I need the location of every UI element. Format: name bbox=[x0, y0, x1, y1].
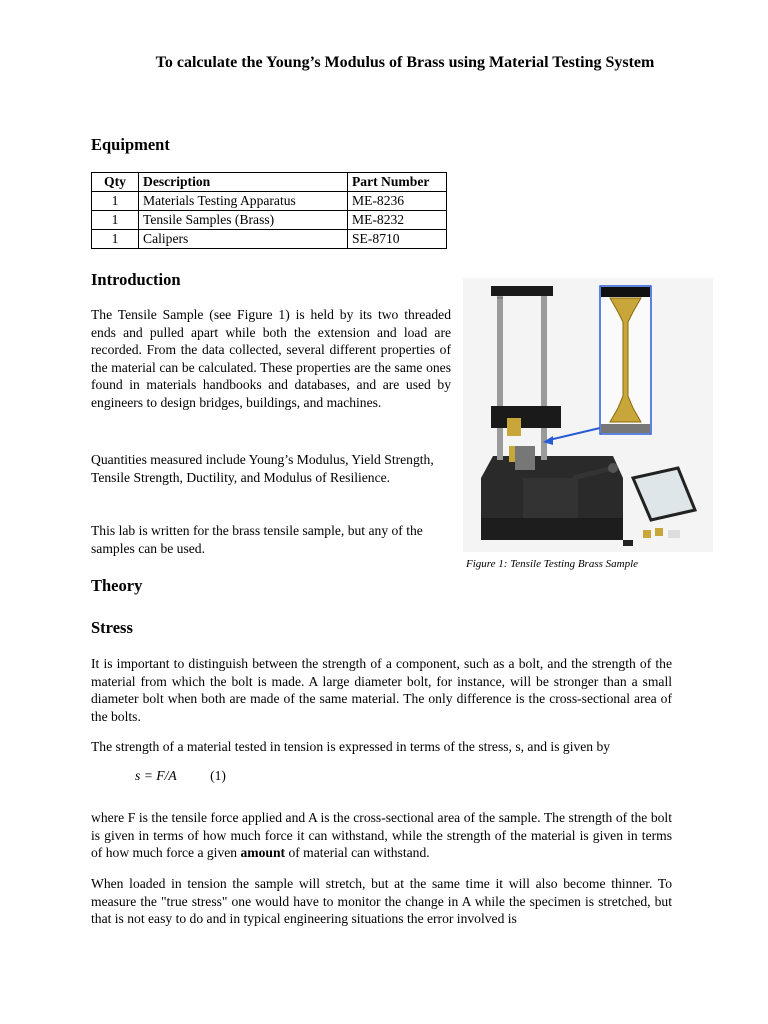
introduction-paragraph-2: Quantities measured include Young’s Modulus, Yield Strength, Tensile Strength, Ductility, and Modulus of Resilience. bbox=[91, 452, 434, 485]
tensile-testing-figure bbox=[463, 278, 713, 552]
theory-heading: Theory bbox=[91, 576, 143, 595]
figure-caption: Figure 1: Tensile Testing Brass Sample bbox=[466, 558, 639, 570]
stress-paragraph-4: When loaded in tension the sample will stretch, but at the same time it will also become thinner. To measure the "true stress" one would have to monitor the change in A while the specimen is stretched, but that is not easy to do and in typical engineering situations the error involved is bbox=[91, 876, 672, 927]
introduction-paragraph-3: This lab is written for the brass tensile sample, but any of the samples can be used. bbox=[91, 523, 423, 556]
description-cell: Calipers bbox=[139, 230, 348, 249]
equipment-table bbox=[91, 172, 447, 249]
testing-apparatus-illustration bbox=[463, 278, 713, 552]
description-cell: Materials Testing Apparatus bbox=[139, 192, 348, 211]
introduction-heading: Introduction bbox=[91, 270, 181, 289]
qty-cell: 1 bbox=[92, 211, 139, 230]
equation-number: (1) bbox=[210, 768, 226, 783]
table-row bbox=[92, 211, 447, 230]
paragraph-3-text-b: of material can withstand. bbox=[285, 845, 430, 861]
amount-bold-text: amount bbox=[240, 845, 286, 861]
stress-paragraph-2: The strength of a material tested in tension is expressed in terms of the stress, s, and is given by bbox=[91, 739, 611, 754]
stress-paragraph-3 bbox=[91, 809, 672, 862]
table-row bbox=[92, 192, 447, 211]
stress-heading: Stress bbox=[91, 618, 133, 637]
table-row bbox=[92, 230, 447, 249]
paragraph-3-text-a: where F is the tensile force applied and A is the cross-sectional area of the sample. The strength of the bolt is given in terms of how much force it can withstand, while the strength of the material is given in terms of how much force a given bbox=[91, 810, 672, 861]
qty-cell: 1 bbox=[92, 230, 139, 249]
part-number-cell: SE-8710 bbox=[348, 230, 447, 249]
introduction-paragraph-1: The Tensile Sample (see Figure 1) is held by its two threaded ends and pulled apart while both the extension and load are recorded. From the data collected, several different properties of the material can be calculated. These properties are the same ones found in materials handbooks and databases, and are used by engineers to design bridges, buildings, and machines. bbox=[91, 307, 451, 410]
column-header-part-number: Part Number bbox=[348, 173, 447, 192]
description-cell: Tensile Samples (Brass) bbox=[139, 211, 348, 230]
stress-equation bbox=[135, 768, 226, 784]
column-header-description: Description bbox=[139, 173, 348, 192]
part-number-cell: ME-8236 bbox=[348, 192, 447, 211]
table-header-row bbox=[92, 173, 447, 192]
equipment-heading: Equipment bbox=[91, 135, 170, 154]
stress-paragraph-1: It is important to distinguish between the strength of a component, such as a bolt, and the strength of the material from which the bolt is made. A large diameter bolt, for instance, will be stronger than a small diameter bolt when both are made of the same material. The only difference is the cross-sectional area of the bolts. bbox=[91, 656, 672, 724]
equation-expression: s = F/A bbox=[135, 768, 177, 783]
part-number-cell: ME-8232 bbox=[348, 211, 447, 230]
column-header-qty: Qty bbox=[92, 173, 139, 192]
page-title: To calculate the Young’s Modulus of Brass using Material Testing System bbox=[155, 54, 655, 71]
qty-cell: 1 bbox=[92, 192, 139, 211]
